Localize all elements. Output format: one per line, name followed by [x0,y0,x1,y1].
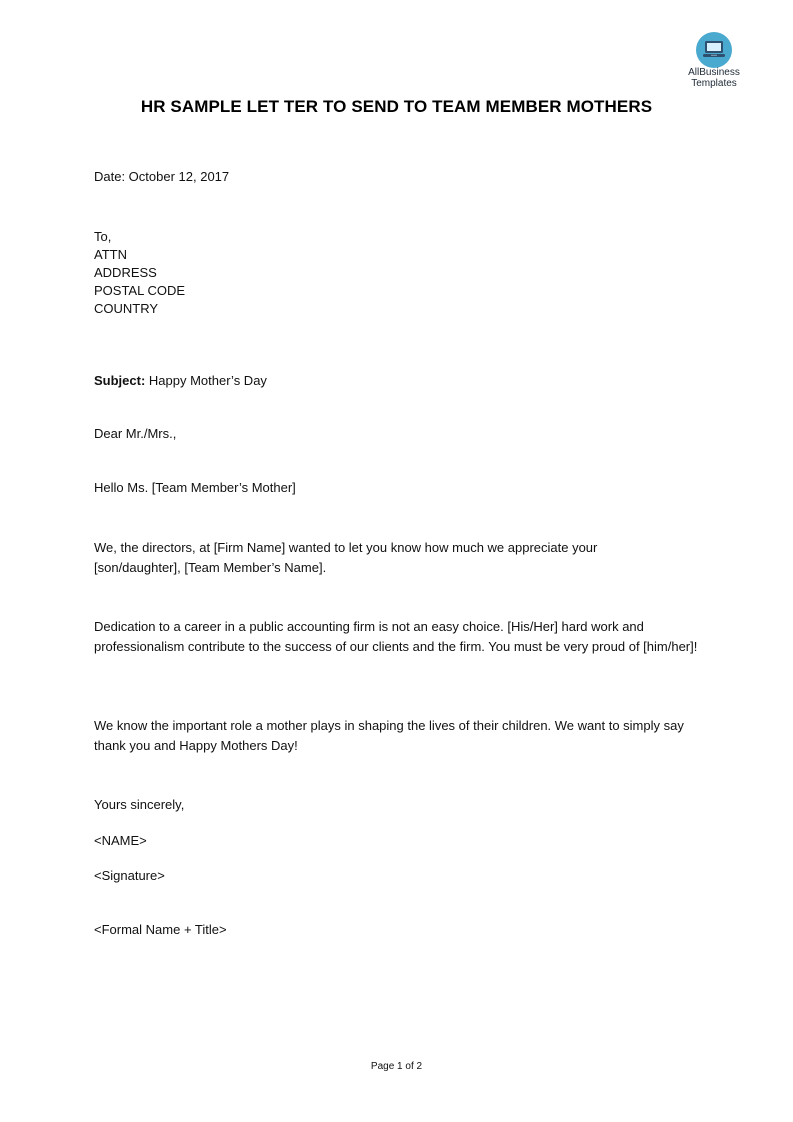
formal-name-title-placeholder: <Formal Name + Title> [94,922,227,937]
recipient-postal-code: POSTAL CODE [94,283,186,298]
document-title: HR SAMPLE LET TER TO SEND TO TEAM MEMBER MOTHERS [140,97,653,116]
recipient-country: COUNTRY [94,301,159,316]
salutation: Dear Mr./Mrs., [94,426,177,441]
allbusiness-templates-logo [682,30,746,94]
paragraph-3: We know the important role a mother plays in shaping the lives of their children. We want to simply say thank you and Happy Mothers Day! [94,718,684,753]
greeting: Hello Ms. [Team Member’s Mother] [94,480,296,495]
closing: Yours sincerely, [94,797,185,812]
subject-value: Happy Mother’s Day [145,373,267,388]
name-placeholder: <NAME> [94,833,147,848]
paragraph-2: Dedication to a career in a public accounting firm is not an easy choice. [His/Her] hard work and professionalism contribute to the success of our clients and the firm. You must be very proud of [him/her]! [94,619,698,654]
logo-line-2: Templates [691,78,737,89]
recipient-attn: ATTN [94,247,127,262]
logo-text [682,67,746,89]
recipient-address: ADDRESS [94,265,157,280]
date-line: Date: October 12, 2017 [94,169,230,184]
subject-line [94,372,267,390]
recipient-to: To, [94,229,112,244]
laptop-logo-icon [696,32,732,68]
page-number: Page 1 of 2 [370,1061,423,1072]
subject-label: Subject: [94,373,146,388]
paragraph-1: We, the directors, at [Firm Name] wanted to let you know how much we appreciate your [son/daughter], [Team Member’s Name]. [94,540,598,575]
logo-line-1: AllBusiness [688,67,740,78]
signature-placeholder: <Signature> [94,868,165,883]
